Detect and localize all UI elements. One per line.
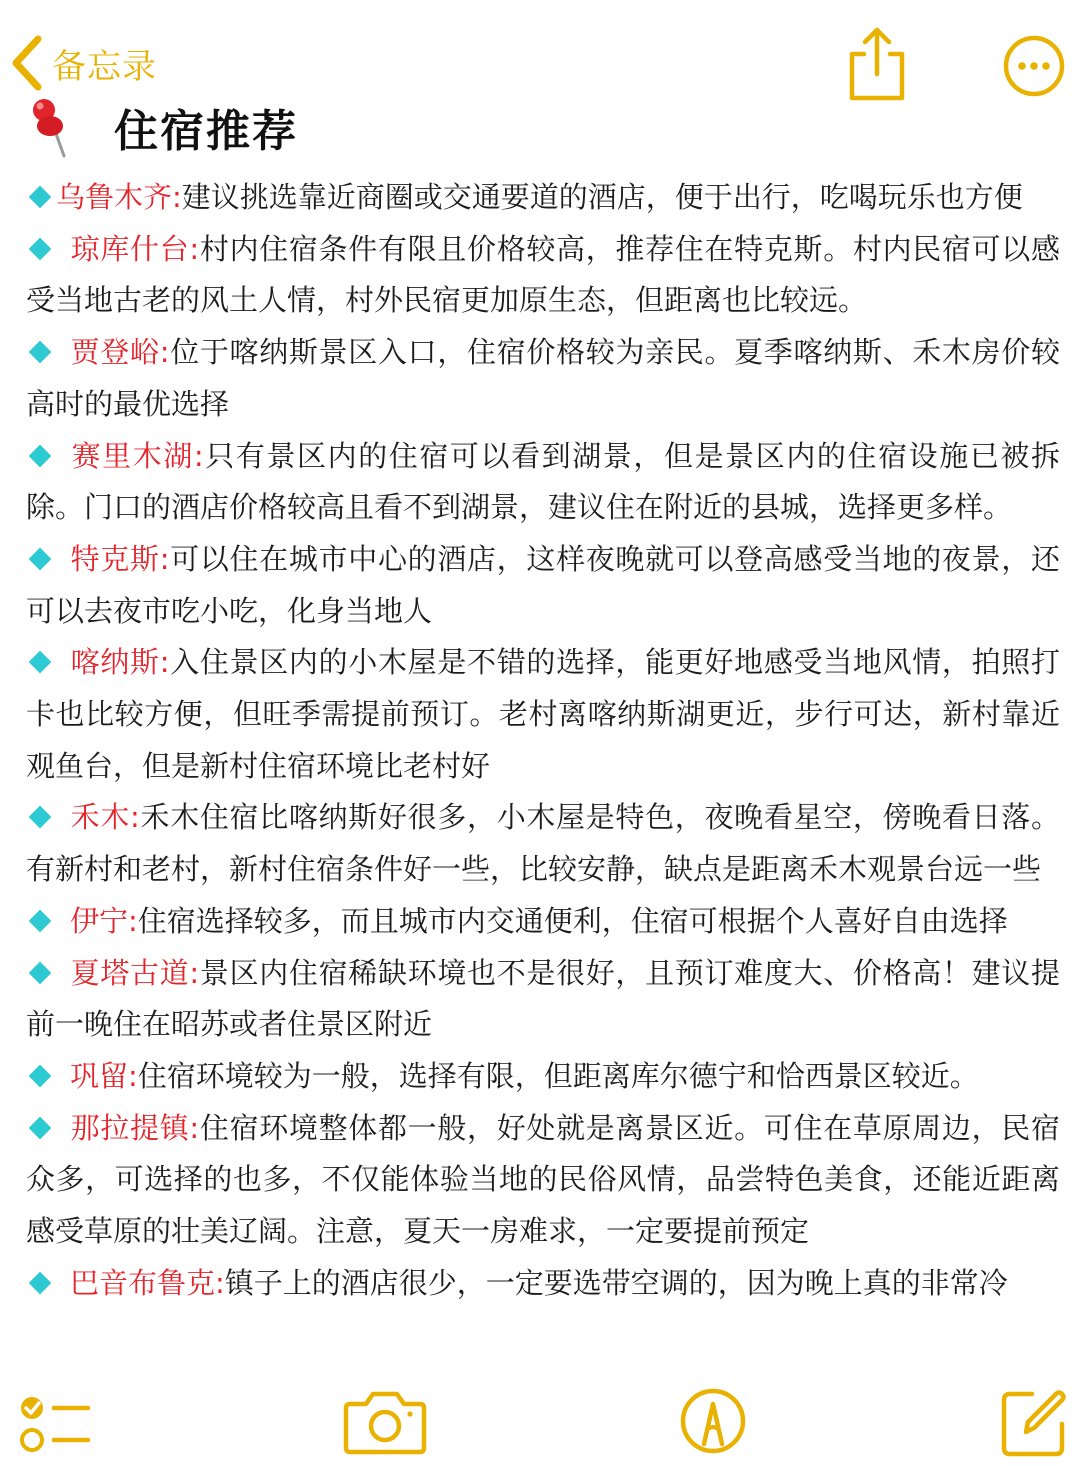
more-icon bbox=[998, 30, 1070, 102]
entry-separator: : bbox=[189, 231, 200, 266]
entry-text: 位于喀纳斯景区入口，住宿价格较为亲民。夏季喀纳斯、禾木房价较高时的最优选择 bbox=[26, 335, 1060, 421]
place-name: 巩留 bbox=[70, 1058, 129, 1093]
diamond-bullet-icon bbox=[29, 961, 52, 984]
entry-separator: : bbox=[172, 180, 182, 214]
camera-icon bbox=[342, 1386, 428, 1456]
back-button[interactable] bbox=[8, 28, 157, 98]
entry-text: 只有景区内的住宿可以看到湖景，但是景区内的住宿设施已被拆除。门口的酒店价格较高且看不到湖景，建议住在附近的县城，选择更多样。 bbox=[26, 438, 1060, 525]
place-name: 赛里木湖 bbox=[70, 438, 194, 473]
entry-text: 建议挑选靠近商圈或交通要道的酒店，便于出行，吃喝玩乐也方便 bbox=[181, 180, 1023, 214]
place-name: 那拉提镇 bbox=[70, 1110, 190, 1145]
entry-separator: : bbox=[159, 335, 170, 370]
diamond-bullet-icon bbox=[29, 186, 52, 209]
note-entry bbox=[26, 948, 1060, 1051]
note-title: 住宿推荐 bbox=[114, 106, 298, 157]
diamond-bullet-icon bbox=[29, 1065, 52, 1088]
entry-text: 禾木住宿比喀纳斯好很多，小木屋是特色，夜晚看星空，傍晚看日落。有新村和老村，新村住宿条件好一些，比较安静，缺点是距离禾木观景台远一些 bbox=[26, 800, 1060, 887]
diamond-bullet-icon bbox=[29, 548, 52, 571]
place-name: 贾登峪 bbox=[70, 335, 160, 370]
navigation-bar bbox=[0, 0, 1080, 100]
diamond-bullet-icon bbox=[29, 444, 52, 467]
compose-icon bbox=[998, 1384, 1070, 1458]
note-entry bbox=[26, 1258, 1060, 1310]
diamond-bullet-icon bbox=[29, 237, 52, 260]
diamond-bullet-icon bbox=[29, 1116, 52, 1139]
diamond-bullet-icon bbox=[29, 1271, 52, 1294]
note-entry bbox=[26, 534, 1060, 637]
compose-button[interactable] bbox=[998, 1384, 1070, 1458]
place-name: 夏塔古道 bbox=[70, 955, 190, 990]
place-name: 琼库什台 bbox=[70, 231, 190, 266]
checklist-button[interactable] bbox=[14, 1388, 94, 1460]
place-name: 巴音布鲁克 bbox=[70, 1265, 216, 1300]
note-entry bbox=[26, 431, 1060, 534]
entry-text: 入住景区内的小木屋是不错的选择，能更好地感受当地风情，拍照打卡也比较方便，但旺季需提前预订。老村离喀纳斯湖更近，步行可达，新村靠近观鱼台，但是新村住宿环境比老村好 bbox=[26, 645, 1060, 783]
bottom-toolbar bbox=[0, 1380, 1080, 1466]
note-entry bbox=[26, 792, 1060, 895]
more-button[interactable] bbox=[998, 30, 1070, 102]
entry-text: 住宿环境较为一般，选择有限，但距离库尔德宁和恰西景区较近。 bbox=[137, 1058, 979, 1093]
entry-separator: : bbox=[193, 438, 204, 473]
entry-separator: : bbox=[130, 800, 140, 835]
entry-separator: : bbox=[128, 1058, 138, 1093]
diamond-bullet-icon bbox=[29, 651, 52, 674]
place-name: 禾木 bbox=[70, 800, 131, 835]
note-entry bbox=[26, 224, 1060, 327]
diamond-bullet-icon bbox=[29, 910, 52, 933]
entry-text: 村内住宿条件有限且价格较高，推荐住在特克斯。村内民宿可以感受当地古老的风土人情，村外民宿更加原生态，但距离也比较远。 bbox=[26, 231, 1060, 318]
diamond-bullet-icon bbox=[29, 806, 52, 829]
note-body[interactable] bbox=[26, 172, 1060, 1309]
checklist-icon bbox=[14, 1388, 94, 1460]
share-icon bbox=[840, 24, 912, 104]
markup-button[interactable] bbox=[678, 1384, 748, 1458]
note-entry bbox=[26, 1103, 1060, 1258]
place-name: 伊宁 bbox=[70, 903, 129, 938]
entry-separator: : bbox=[159, 645, 170, 680]
share-button[interactable] bbox=[840, 24, 912, 104]
entry-text: 景区内住宿稀缺环境也不是很好，且预订难度大、价格高！建议提前一晚住在昭苏或者住景区附近 bbox=[26, 955, 1060, 1042]
note-entry bbox=[26, 327, 1060, 430]
markup-pen-icon bbox=[678, 1384, 748, 1458]
entry-text: 镇子上的酒店很少，一定要选带空调的，因为晚上真的非常冷 bbox=[224, 1265, 1008, 1300]
note-title-row bbox=[20, 92, 298, 162]
note-entry bbox=[26, 637, 1060, 792]
entry-separator: : bbox=[128, 903, 138, 938]
diamond-bullet-icon bbox=[29, 341, 52, 364]
entry-separator: : bbox=[189, 1110, 200, 1145]
pushpin-icon bbox=[20, 94, 80, 160]
place-name: 喀纳斯 bbox=[70, 645, 160, 680]
note-entry bbox=[26, 1051, 1060, 1103]
note-entry bbox=[26, 896, 1060, 948]
entry-text: 住宿选择较多，而且城市内交通便利，住宿可根据个人喜好自由选择 bbox=[137, 903, 1008, 938]
chevron-left-icon bbox=[8, 33, 48, 93]
entry-text: 可以住在城市中心的酒店，这样夜晚就可以登高感受当地的夜景，还可以去夜市吃小吃，化身当地人 bbox=[26, 541, 1060, 628]
entry-text: 住宿环境整体都一般，好处就是离景区近。可住在草原周边，民宿众多，可选择的也多，不仅能体验当地的民俗风情，品尝特色美食，还能近距离感受草原的壮美辽阔。注意，夏天一房难求，一定要提前预定 bbox=[26, 1110, 1060, 1249]
place-name: 乌鲁木齐 bbox=[56, 180, 173, 214]
entry-separator: : bbox=[159, 541, 170, 576]
note-entry bbox=[26, 172, 1060, 224]
entry-separator: : bbox=[189, 955, 200, 990]
camera-button[interactable] bbox=[342, 1386, 428, 1456]
entry-separator: : bbox=[215, 1265, 225, 1300]
back-label: 备忘录 bbox=[52, 46, 157, 87]
place-name: 特克斯 bbox=[70, 541, 160, 576]
